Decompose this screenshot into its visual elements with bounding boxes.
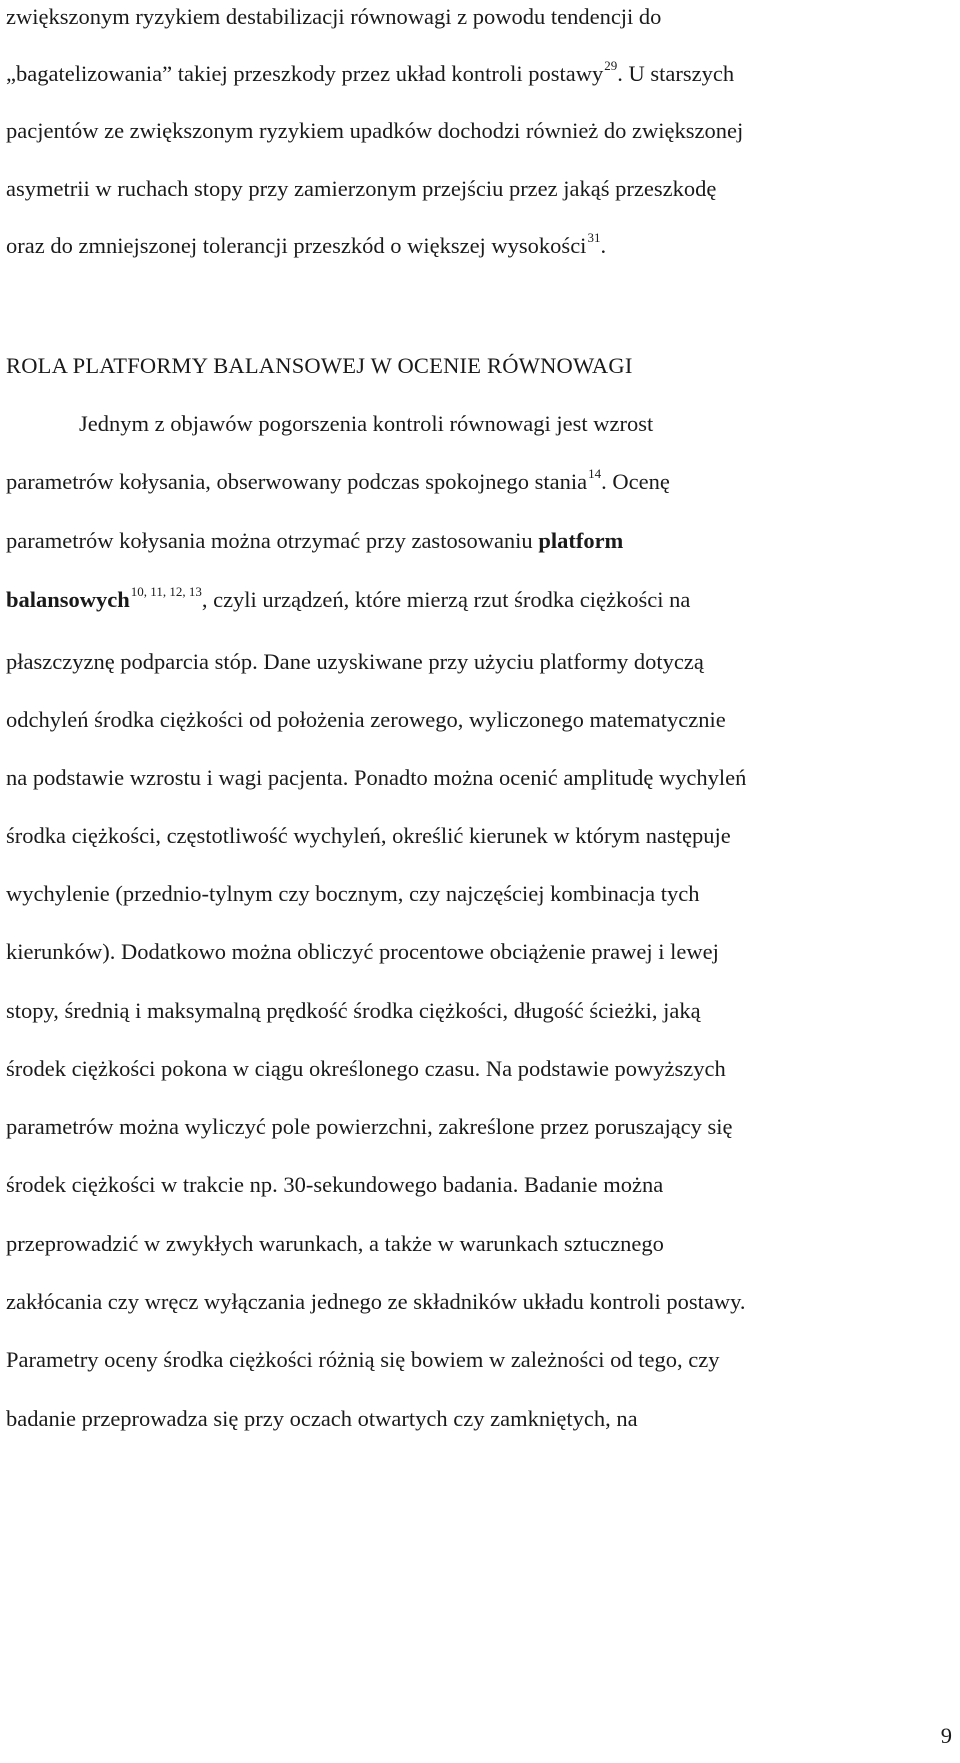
text-line — [6, 230, 607, 258]
text-span: parametrów kołysania, obserwowany podczas spokojnego stania — [6, 469, 588, 494]
text-line — [6, 6, 661, 29]
text-span: Jednym z objawów pogorszenia kontroli równowagi jest wzrost — [79, 411, 654, 436]
text-span: . U starszych — [617, 61, 735, 86]
text-line — [6, 1058, 726, 1081]
text-line — [6, 651, 704, 674]
page-number: 9 — [940, 1723, 952, 1748]
text-span: parametrów można wyliczyć pole powierzchni, zakreślone przez poruszający się — [6, 1114, 733, 1139]
text-line — [6, 1408, 638, 1431]
text-span: środek ciężkości pokona w ciągu określonego czasu. Na podstawie powyższych — [6, 1056, 726, 1081]
text-span: stopy, średnią i maksymalną prędkość środka ciężkości, długość ścieżki, jaką — [6, 998, 701, 1023]
text-line — [6, 709, 726, 732]
footnote-reference: 31 — [587, 230, 601, 245]
text-line — [6, 883, 699, 906]
footnote-reference: 29 — [604, 58, 618, 73]
text-line — [6, 1116, 733, 1139]
text-span: „bagatelizowania” takiej przeszkody przez układ kontroli postawy — [6, 61, 604, 86]
text-span: płaszczyznę podparcia stóp. Dane uzyskiwane przy użyciu platformy dotyczą — [6, 649, 704, 674]
text-line — [6, 584, 691, 612]
text-span: przeprowadzić w zwykłych warunkach, a także w warunkach sztucznego — [6, 1231, 664, 1256]
text-span: kierunków). Dodatkowo można obliczyć procentowe obciążenie prawej i lewej — [6, 939, 719, 964]
text-span: Parametry oceny środka ciężkości różnią się bowiem w zależności od tego, czy — [6, 1347, 720, 1372]
text-span: zakłócania czy wręcz wyłączania jednego ze składników układu kontroli postawy. — [6, 1289, 746, 1314]
text-line — [6, 530, 623, 553]
text-line — [6, 466, 670, 494]
text-line — [79, 413, 653, 436]
text-span: asymetrii w ruchach stopy przy zamierzonym przejściu przez jakąś przeszkodę — [6, 176, 717, 201]
text-line — [6, 1174, 663, 1197]
bold-term: balansowych — [6, 587, 130, 612]
text-span: środka ciężkości, częstotliwość wychyleń, określić kierunek w którym następuje — [6, 823, 731, 848]
text-span: na podstawie wzrostu i wagi pacjenta. Ponadto można ocenić amplitudę wychyleń — [6, 765, 747, 790]
text-line — [6, 1000, 701, 1023]
bold-term: platform — [538, 528, 624, 553]
text-span: , czyli urządzeń, które mierzą rzut środka ciężkości na — [201, 587, 691, 612]
text-span: wychylenie (przednio-tylnym czy bocznym, czy najczęściej kombinacja tych — [6, 881, 700, 906]
footnote-reference: 14 — [588, 466, 602, 481]
text-line — [6, 120, 743, 143]
text-span: zwiększonym ryzykiem destabilizacji równowagi z powodu tendencji do — [6, 4, 662, 29]
text-line — [6, 58, 735, 86]
footnote-reference: 10, 11, 12, 13 — [130, 584, 202, 599]
text-span: . Ocenę — [601, 469, 670, 494]
text-line — [6, 1233, 664, 1256]
section-heading: ROLA PLATFORMY BALANSOWEJ W OCENIE RÓWNOWAGI — [6, 353, 633, 378]
text-line — [6, 1291, 746, 1314]
text-line — [6, 825, 731, 848]
text-span: badanie przeprowadza się przy oczach otwartych czy zamkniętych, na — [6, 1406, 638, 1431]
text-line — [6, 767, 746, 790]
text-span: parametrów kołysania można otrzymać przy zastosowaniu — [6, 528, 539, 553]
text-line — [6, 178, 716, 201]
text-span: oraz do zmniejszonej tolerancji przeszkód o większej wysokości — [6, 233, 587, 258]
text-span: odchyleń środka ciężkości od położenia zerowego, wyliczonego matematycznie — [6, 707, 726, 732]
text-span: pacjentów ze zwiększonym ryzykiem upadków dochodzi również do zwiększonej — [6, 118, 744, 143]
text-line — [6, 1349, 719, 1372]
text-span: . — [600, 233, 607, 258]
text-line — [6, 941, 719, 964]
text-span: środek ciężkości w trakcie np. 30-sekundowego badania. Badanie można — [6, 1172, 664, 1197]
